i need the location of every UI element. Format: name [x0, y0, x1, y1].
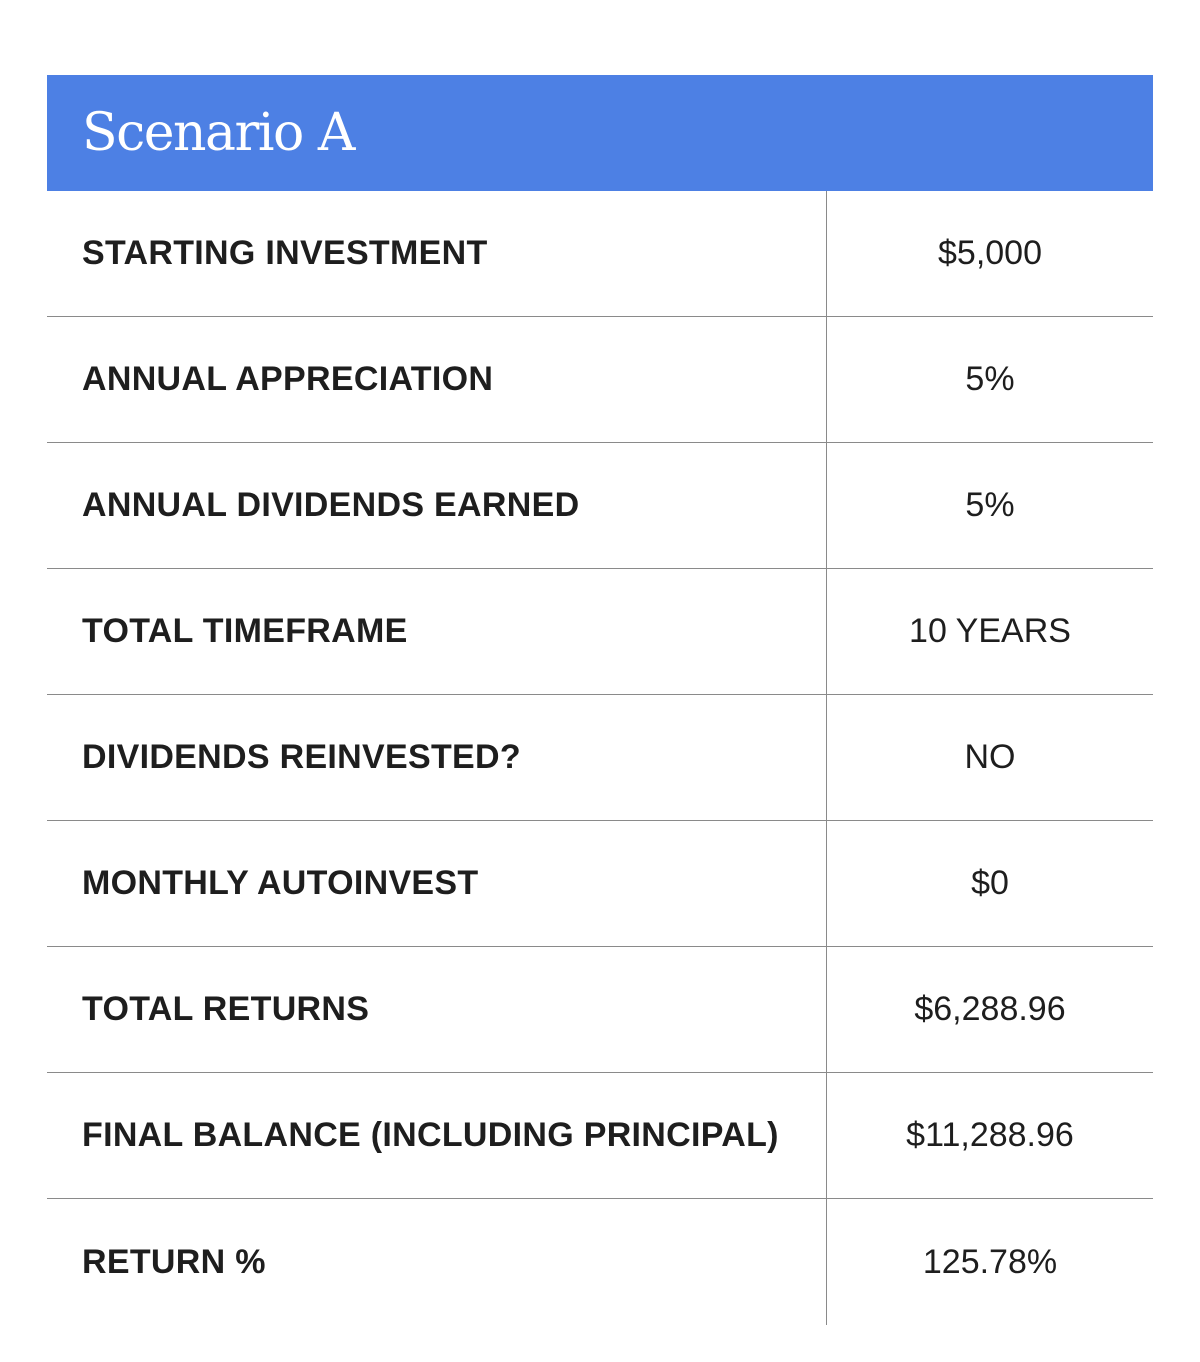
row-value: 5% — [826, 443, 1153, 568]
row-value: NO — [826, 695, 1153, 820]
table-row — [47, 821, 1153, 947]
table-row — [47, 947, 1153, 1073]
row-value: $5,000 — [826, 191, 1153, 316]
row-value: $0 — [826, 821, 1153, 946]
row-label: DIVIDENDS REINVESTED? — [82, 738, 521, 776]
table-body — [47, 191, 1153, 1325]
row-label: ANNUAL DIVIDENDS EARNED — [82, 486, 580, 524]
row-label: STARTING INVESTMENT — [82, 234, 488, 272]
row-value: 5% — [826, 317, 1153, 442]
row-label: ANNUAL APPRECIATION — [82, 360, 494, 398]
row-label: MONTHLY AUTOINVEST — [82, 864, 479, 902]
table-header — [47, 75, 1153, 191]
row-value: 10 YEARS — [826, 569, 1153, 694]
table-row — [47, 1199, 1153, 1325]
row-label: FINAL BALANCE (INCLUDING PRINCIPAL) — [82, 1116, 779, 1154]
table-row — [47, 191, 1153, 317]
row-label: RETURN % — [82, 1242, 266, 1281]
row-label: TOTAL RETURNS — [82, 990, 370, 1028]
scenario-table — [47, 75, 1153, 1325]
row-value: $11,288.96 — [826, 1073, 1153, 1198]
table-row — [47, 317, 1153, 443]
row-value: 125.78% — [826, 1199, 1153, 1325]
table-row — [47, 569, 1153, 695]
table-row — [47, 1073, 1153, 1199]
table-row — [47, 695, 1153, 821]
row-label: TOTAL TIMEFRAME — [82, 612, 408, 650]
row-value: $6,288.96 — [826, 947, 1153, 1072]
table-title: Scenario A — [82, 103, 354, 163]
table-row — [47, 443, 1153, 569]
